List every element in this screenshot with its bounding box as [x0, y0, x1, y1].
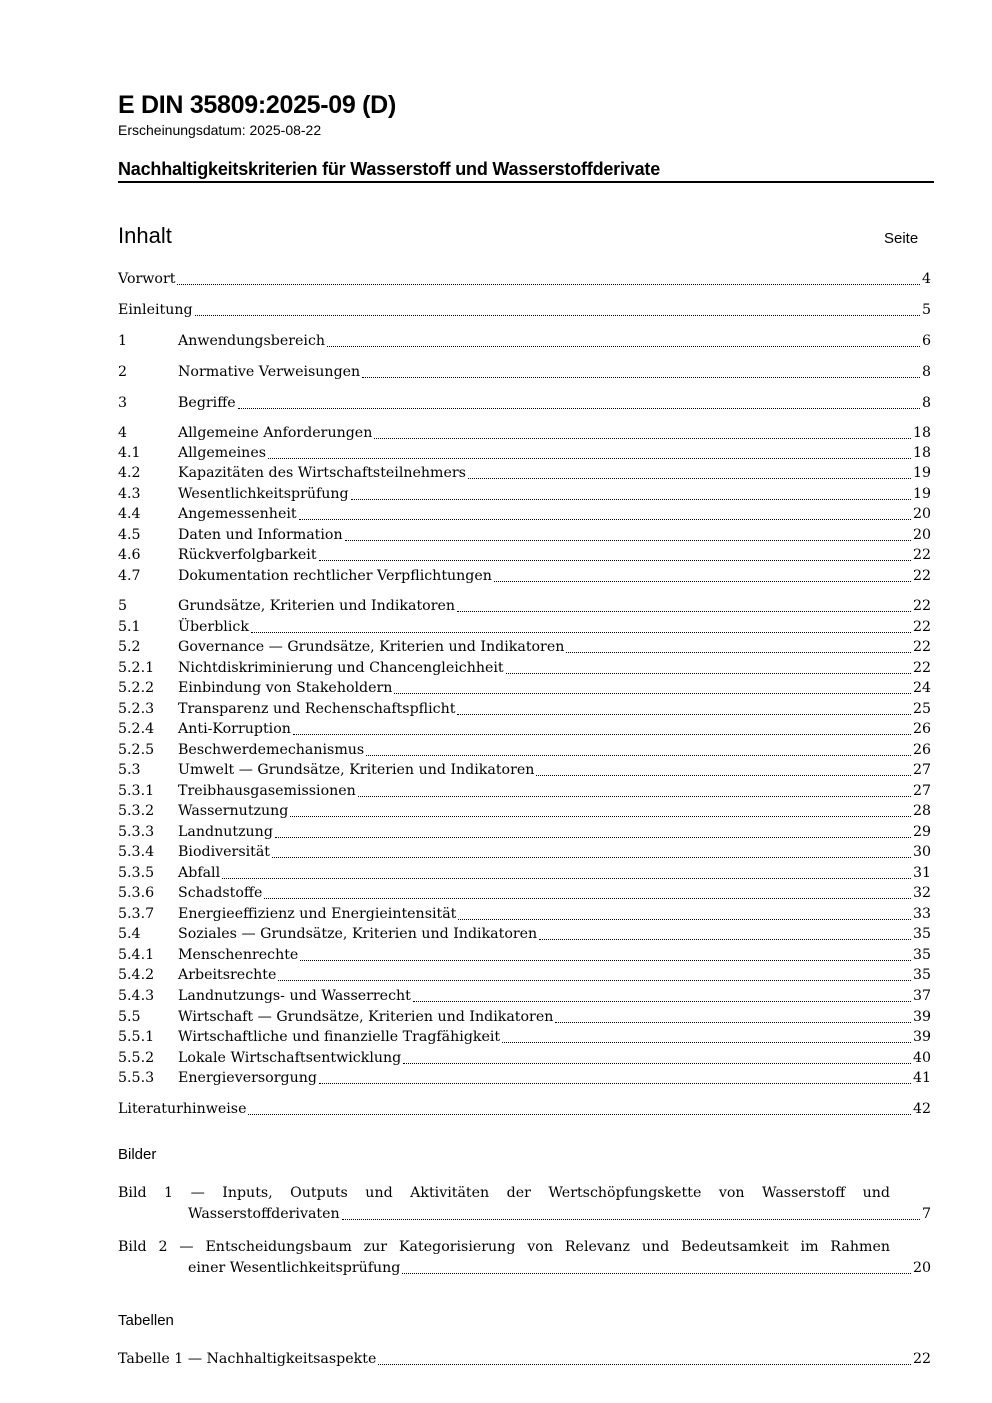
- toc-entry-number: 5.3: [118, 762, 141, 778]
- toc-entry[interactable]: [118, 1069, 931, 1088]
- toc-entry-title: Soziales — Grundsätze, Kriterien und Indikatoren: [178, 926, 538, 942]
- toc-entry-number: 4.3: [118, 486, 141, 502]
- toc-entry-number: 5.3.1: [118, 783, 155, 799]
- toc-entry-title: Einbindung von Stakeholdern: [178, 680, 393, 696]
- toc-entry-title: Einleitung: [118, 302, 193, 318]
- dot-leader: [345, 540, 911, 541]
- toc-entry[interactable]: [118, 567, 931, 586]
- toc-entry[interactable]: [118, 464, 931, 483]
- toc-entry-page: 39: [912, 1029, 931, 1045]
- table-entry-page: 22: [912, 1351, 931, 1367]
- tables-section-label: Tabellen: [118, 1312, 174, 1329]
- toc-entry-title: Rückverfolgbarkeit: [178, 547, 317, 563]
- toc-entry-number: 5.5.3: [118, 1070, 155, 1086]
- toc-entry-number: 5.2.2: [118, 680, 155, 696]
- toc-entry-title: Vorwort: [118, 271, 176, 287]
- dot-leader: [457, 714, 910, 715]
- figure-entry-2-page: 20: [912, 1260, 931, 1276]
- toc-entry-page: 22: [912, 568, 931, 584]
- toc-entry-number: 5.2.3: [118, 701, 155, 717]
- toc-entry-number: 5.3.7: [118, 906, 155, 922]
- toc-entry-number: 4.4: [118, 506, 141, 522]
- toc-entry-page: 33: [912, 906, 931, 922]
- dot-leader: [374, 438, 911, 439]
- dot-leader: [251, 632, 911, 633]
- toc-entry[interactable]: [118, 802, 931, 821]
- toc-entry-page: 28: [912, 803, 931, 819]
- toc-entry-page: 22: [912, 598, 931, 614]
- document-title: Nachhaltigkeitskriterien für Wasserstoff und Wasserstoffderivate: [118, 159, 661, 179]
- dot-leader: [342, 1219, 920, 1220]
- toc-entry-number: 5.5.2: [118, 1050, 155, 1066]
- dot-leader: [275, 837, 911, 838]
- dot-leader: [413, 1001, 911, 1002]
- dot-leader: [536, 775, 911, 776]
- table-entry-title: Tabelle 1 — Nachhaltigkeitsaspekte: [118, 1351, 377, 1367]
- toc-entry[interactable]: [118, 741, 931, 760]
- toc-entry[interactable]: [118, 444, 931, 463]
- dot-leader: [566, 652, 911, 653]
- toc-entry-title: Biodiversität: [178, 844, 270, 860]
- toc-entry-page: 31: [912, 865, 931, 881]
- toc-entry[interactable]: [118, 987, 931, 1006]
- dot-leader: [299, 519, 911, 520]
- toc-entry-page: 20: [912, 527, 931, 543]
- toc-entry-page: 22: [912, 547, 931, 563]
- dot-leader: [272, 857, 911, 858]
- toc-entry-page: 19: [912, 465, 931, 481]
- toc-entry[interactable]: [118, 864, 931, 883]
- toc-entry-title: Literaturhinweise: [118, 1101, 247, 1117]
- dot-leader: [468, 478, 911, 479]
- toc-entry-page: 6: [921, 333, 931, 349]
- dot-leader: [319, 1083, 911, 1084]
- toc-entry[interactable]: [118, 270, 931, 289]
- dot-leader: [177, 284, 920, 285]
- toc-entry[interactable]: [118, 843, 931, 862]
- toc-entry-number: 5.2.1: [118, 660, 155, 676]
- toc-entry-title: Überblick: [178, 619, 249, 635]
- toc-entry-number: 5.3.4: [118, 844, 155, 860]
- toc-entry[interactable]: [118, 526, 931, 545]
- toc-entry-title: Daten und Information: [178, 527, 343, 543]
- toc-entry[interactable]: [118, 884, 931, 903]
- toc-entry[interactable]: [118, 424, 931, 443]
- figure-entry-1[interactable]: [188, 1205, 931, 1224]
- toc-entry-page: 42: [912, 1101, 931, 1117]
- toc-entry[interactable]: [118, 1028, 931, 1047]
- toc-entry[interactable]: [118, 1049, 931, 1068]
- toc-entry-title: Beschwerdemechanismus: [178, 742, 365, 758]
- toc-entry-title: Wassernutzung: [178, 803, 289, 819]
- dot-leader: [293, 734, 911, 735]
- toc-entry-title: Abfall: [178, 865, 221, 881]
- toc-entry-page: 35: [912, 926, 931, 942]
- toc-entry-title: Dokumentation rechtlicher Verpflichtungen: [178, 568, 492, 584]
- toc-entry-number: 5.4.1: [118, 947, 155, 963]
- figures-section-label: Bilder: [118, 1146, 157, 1163]
- dot-leader: [394, 693, 911, 694]
- toc-entry-number: 5.3.5: [118, 865, 155, 881]
- toc-entry-title: Nichtdiskriminierung und Chancengleichheit: [178, 660, 504, 676]
- toc-entry-number: 2: [118, 364, 128, 380]
- toc-entry-page: 26: [912, 742, 931, 758]
- toc-entry-number: 4.2: [118, 465, 141, 481]
- toc-entry-title: Wirtschaftliche und finanzielle Tragfähigkeit: [178, 1029, 501, 1045]
- toc-entry-page: 22: [912, 639, 931, 655]
- toc-entry-page: 22: [912, 619, 931, 635]
- toc-entry-title: Normative Verweisungen: [178, 364, 361, 380]
- toc-entry-page: 35: [912, 967, 931, 983]
- toc-entry-page: 19: [912, 486, 931, 502]
- dot-leader: [402, 1273, 911, 1274]
- dot-leader: [366, 755, 911, 756]
- dot-leader: [290, 816, 911, 817]
- toc-entry-page: 4: [921, 271, 931, 287]
- toc-entry[interactable]: [118, 597, 931, 616]
- toc-entry[interactable]: [118, 546, 931, 565]
- dot-leader: [278, 980, 911, 981]
- toc-heading: Inhalt: [118, 223, 172, 248]
- toc-entry-title: Menschenrechte: [178, 947, 299, 963]
- toc-entry-page: 39: [912, 1009, 931, 1025]
- title-divider: [118, 181, 934, 183]
- toc-entry[interactable]: [118, 301, 931, 320]
- toc-entry-title: Grundsätze, Kriterien und Indikatoren: [178, 598, 456, 614]
- toc-entry-number: 5.2.4: [118, 721, 155, 737]
- toc-entry[interactable]: [118, 700, 931, 719]
- toc-entry-page: 32: [912, 885, 931, 901]
- toc-entry-number: 5.1: [118, 619, 141, 635]
- toc-entry-title: Energieeffizienz und Energieintensität: [178, 906, 457, 922]
- toc-entry-title: Lokale Wirtschaftsentwicklung: [178, 1050, 402, 1066]
- toc-entry-title: Energieversorgung: [178, 1070, 317, 1086]
- dot-leader: [327, 346, 920, 347]
- toc-entry-title: Landnutzung: [178, 824, 273, 840]
- toc-entry-number: 5.4: [118, 926, 141, 942]
- toc-entry-page: 18: [912, 445, 931, 461]
- toc-entry-number: 4.6: [118, 547, 141, 563]
- dot-leader: [378, 1364, 911, 1365]
- toc-entry[interactable]: [118, 720, 931, 739]
- figure-entry-2-title[interactable]: Bild 2 — Entscheidungsbaum zur Kategorisierung von Relevanz und Bedeutsamkeit im Rahmen: [118, 1239, 890, 1255]
- toc-entry[interactable]: [118, 823, 931, 842]
- toc-entry-title: Transparenz und Rechenschaftspflicht: [178, 701, 456, 717]
- toc-entry-title: Arbeitsrechte: [178, 967, 277, 983]
- toc-entry-number: 5.2: [118, 639, 141, 655]
- dot-leader: [506, 673, 911, 674]
- toc-entry-title: Allgemeines: [178, 445, 266, 461]
- toc-entry[interactable]: [118, 679, 931, 698]
- figure-entry-1-title[interactable]: Bild 1 — Inputs, Outputs und Aktivitäten der Wertschöpfungskette von Wasserstoff und: [118, 1185, 890, 1201]
- toc-entry-title: Wirtschaft — Grundsätze, Kriterien und Indikatoren: [178, 1009, 554, 1025]
- dot-leader: [457, 611, 911, 612]
- toc-entry-page: 18: [912, 425, 931, 441]
- toc-entry-page: 22: [912, 660, 931, 676]
- toc-entry-page: 29: [912, 824, 931, 840]
- toc-entry-title: Governance — Grundsätze, Kriterien und Indikatoren: [178, 639, 565, 655]
- toc-entry[interactable]: [118, 1008, 931, 1027]
- document-id: E DIN 35809:2025-09 (D): [118, 91, 396, 119]
- toc-entry-title: Angemessenheit: [178, 506, 297, 522]
- toc-entry-page: 26: [912, 721, 931, 737]
- toc-entry[interactable]: [118, 638, 931, 657]
- toc-entry[interactable]: [118, 782, 931, 801]
- toc-entry-number: 5.3.3: [118, 824, 155, 840]
- dot-leader: [248, 1114, 910, 1115]
- figure-entry-2[interactable]: [188, 1259, 931, 1278]
- dot-leader: [351, 499, 911, 500]
- toc-entry[interactable]: [118, 659, 931, 678]
- dot-leader: [264, 898, 911, 899]
- toc-entry-number: 4.1: [118, 445, 141, 461]
- toc-entry[interactable]: [118, 363, 931, 382]
- toc-entry-title: Kapazitäten des Wirtschaftsteilnehmers: [178, 465, 466, 481]
- toc-entry-title: Treibhausgasemissionen: [178, 783, 356, 799]
- toc-entry-page: 40: [912, 1050, 931, 1066]
- dot-leader: [358, 796, 911, 797]
- toc-entry-number: 1: [118, 333, 128, 349]
- dot-leader: [319, 560, 911, 561]
- toc-entry-title: Anti-Korruption: [178, 721, 291, 737]
- toc-entry[interactable]: [118, 394, 931, 413]
- dot-leader: [268, 458, 911, 459]
- toc-entry-number: 4.5: [118, 527, 141, 543]
- dot-leader: [362, 377, 920, 378]
- dot-leader: [300, 960, 911, 961]
- toc-entry[interactable]: [118, 485, 931, 504]
- publication-date: Erscheinungsdatum: 2025-08-22: [118, 122, 322, 138]
- toc-entry-number: 3: [118, 395, 128, 411]
- toc-entry-page: 27: [912, 783, 931, 799]
- toc-entry-number: 5.3.6: [118, 885, 155, 901]
- toc-entry[interactable]: [118, 905, 931, 924]
- toc-entry[interactable]: [118, 618, 931, 637]
- toc-entry-page: 24: [912, 680, 931, 696]
- toc-entry-page: 25: [912, 701, 931, 717]
- dot-leader: [502, 1042, 911, 1043]
- toc-entry-number: 5.4.3: [118, 988, 155, 1004]
- figure-entry-1-title-cont: Wasserstoffderivaten: [188, 1206, 340, 1222]
- toc-entry-page: 8: [921, 395, 931, 411]
- toc-entry-page: 30: [912, 844, 931, 860]
- figure-entry-2-title-cont: einer Wesentlichkeitsprüfung: [188, 1260, 401, 1276]
- toc-entry-page: 20: [912, 506, 931, 522]
- dot-leader: [403, 1063, 911, 1064]
- toc-entry[interactable]: [118, 1100, 931, 1119]
- toc-entry-number: 5.5: [118, 1009, 141, 1025]
- dot-leader: [539, 939, 911, 940]
- dot-leader: [238, 408, 920, 409]
- dot-leader: [555, 1022, 911, 1023]
- toc-entry[interactable]: [118, 332, 931, 351]
- toc-entry-title: Umwelt — Grundsätze, Kriterien und Indikatoren: [178, 762, 535, 778]
- toc-entry[interactable]: [118, 761, 931, 780]
- dot-leader: [195, 315, 920, 316]
- toc-entry[interactable]: [118, 966, 931, 985]
- toc-entry-title: Schadstoffe: [178, 885, 263, 901]
- toc-entry-title: Landnutzungs- und Wasserrecht: [178, 988, 411, 1004]
- toc-entry-page: 35: [912, 947, 931, 963]
- toc-entry-number: 5.5.1: [118, 1029, 155, 1045]
- toc-entry-number: 4.7: [118, 568, 141, 584]
- toc-entry-page: 5: [921, 302, 931, 318]
- page-column-label: Seite: [884, 230, 919, 247]
- toc-entry[interactable]: [118, 925, 931, 944]
- dot-leader: [458, 919, 911, 920]
- toc-entry-page: 41: [912, 1070, 931, 1086]
- toc-entry-page: 27: [912, 762, 931, 778]
- dot-leader: [222, 878, 911, 879]
- toc-entry-title: Begriffe: [178, 395, 236, 411]
- toc-entry-number: 5.4.2: [118, 967, 155, 983]
- toc-entry-title: Wesentlichkeitsprüfung: [178, 486, 349, 502]
- toc-entry-number: 5.3.2: [118, 803, 155, 819]
- toc-entry-number: 4: [118, 425, 128, 441]
- toc-entry[interactable]: [118, 946, 931, 965]
- toc-entry-page: 37: [912, 988, 931, 1004]
- toc-entry-title: Anwendungsbereich: [178, 333, 326, 349]
- toc-entry-number: 5.2.5: [118, 742, 155, 758]
- toc-entry[interactable]: [118, 505, 931, 524]
- dot-leader: [494, 581, 911, 582]
- toc-entry-title: Allgemeine Anforderungen: [178, 425, 373, 441]
- table-entry-1[interactable]: [118, 1350, 931, 1369]
- figure-entry-1-page: 7: [921, 1206, 931, 1222]
- toc-entry-page: 8: [921, 364, 931, 380]
- toc-entry-number: 5: [118, 598, 128, 614]
